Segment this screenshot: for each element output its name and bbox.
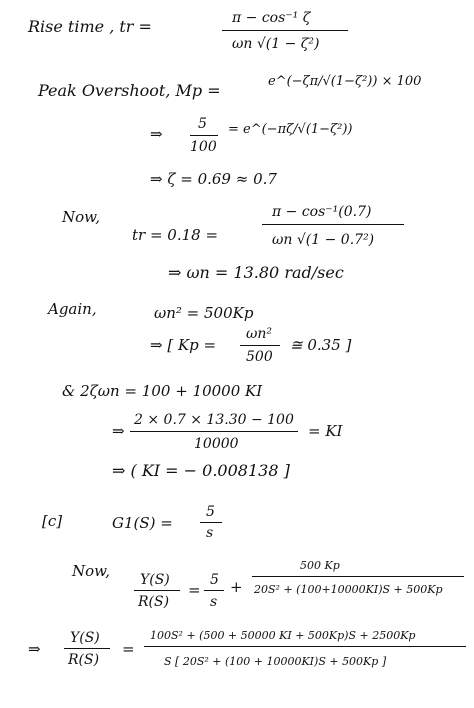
kp-lhs: ⇒ [ Kp = — [150, 336, 217, 354]
ki-step-arrow: ⇒ — [112, 422, 125, 440]
now2-equals: = — [188, 581, 201, 599]
ki-step-fraction-bar — [130, 431, 298, 432]
wn-result: ⇒ ωn = 13.80 rad/sec — [168, 263, 344, 282]
step1-arrow: ⇒ — [150, 125, 163, 143]
part-c-numerator: 5 — [206, 504, 215, 520]
now2-label: Now, — [72, 562, 110, 580]
now2-term1-denominator: s — [210, 594, 218, 610]
rise-time-denominator: ωn √(1 − ζ²) — [232, 36, 320, 52]
rise-time-fraction-bar — [222, 30, 348, 31]
step1-rhs: = e^(−πζ/√(1−ζ²)) — [228, 122, 353, 137]
step1-denominator: 100 — [190, 139, 217, 155]
tr-numerator: π − cos⁻¹(0.7) — [272, 204, 372, 220]
tr-fraction-bar — [262, 224, 404, 225]
final-arrow: ⇒ — [28, 640, 41, 658]
now2-term2-numerator: 500 Kp — [300, 559, 340, 572]
zeta-result: ⇒ ζ = 0.69 ≈ 0.7 — [150, 170, 277, 188]
part-c-label: [c] — [42, 512, 63, 530]
final-rhs-fraction-bar — [144, 646, 466, 647]
again-label: Again, — [48, 300, 97, 318]
step1-fraction-bar — [190, 135, 218, 136]
ki-result: ⇒ ( KI = − 0.008138 ] — [112, 461, 290, 480]
rise-time-numerator: π − cos⁻¹ ζ — [232, 10, 311, 26]
rise-time-label: Rise time , tr = — [28, 17, 152, 36]
now-label: Now, — [62, 208, 100, 226]
part-c-equation: G1(S) = — [112, 514, 173, 532]
kp-fraction-bar — [240, 345, 280, 346]
final-lhs-fraction-bar — [64, 648, 110, 649]
tr-lhs: tr = 0.18 = — [132, 226, 219, 244]
part-c-denominator: s — [206, 525, 214, 541]
final-lhs-denominator: R(S) — [68, 652, 100, 668]
final-equals: = — [122, 640, 135, 658]
now2-plus: + — [230, 578, 243, 596]
now2-term2-fraction-bar — [252, 576, 464, 577]
step1-numerator: 5 — [198, 116, 207, 132]
now2-term1-numerator: 5 — [210, 572, 219, 588]
now2-term1-fraction-bar — [204, 590, 224, 591]
peak-overshoot-label: Peak Overshoot, Mp = — [38, 81, 221, 100]
final-rhs-denominator: S [ 20S² + (100 + 10000KI)S + 500Kp ] — [164, 655, 387, 668]
part-c-fraction-bar — [200, 522, 222, 523]
peak-overshoot-expression: e^(−ζπ/√(1−ζ²)) × 100 — [268, 74, 422, 89]
ki-step-rhs: = KI — [308, 422, 343, 440]
now2-lhs-numerator: Y(S) — [140, 572, 170, 588]
ki-step-numerator: 2 × 0.7 × 13.30 − 100 — [134, 412, 294, 428]
kp-denominator: 500 — [246, 349, 273, 365]
now2-lhs-denominator: R(S) — [138, 594, 170, 610]
now2-lhs-fraction-bar — [134, 590, 180, 591]
wn-squared-eq: ωn² = 500Kp — [154, 304, 254, 322]
final-lhs-numerator: Y(S) — [70, 630, 100, 646]
now2-term2-denominator: 20S² + (100+10000KI)S + 500Kp — [254, 583, 443, 596]
ki-step-denominator: 10000 — [194, 436, 239, 452]
ki-equation: & 2ζωn = 100 + 10000 KI — [62, 382, 263, 400]
kp-numerator: ωn² — [246, 326, 273, 342]
final-rhs-numerator: 100S² + (500 + 50000 KI + 500Kp)S + 2500Kp — [150, 629, 416, 642]
tr-denominator: ωn √(1 − 0.7²) — [272, 232, 375, 248]
kp-result: ≅ 0.35 ] — [290, 336, 352, 354]
